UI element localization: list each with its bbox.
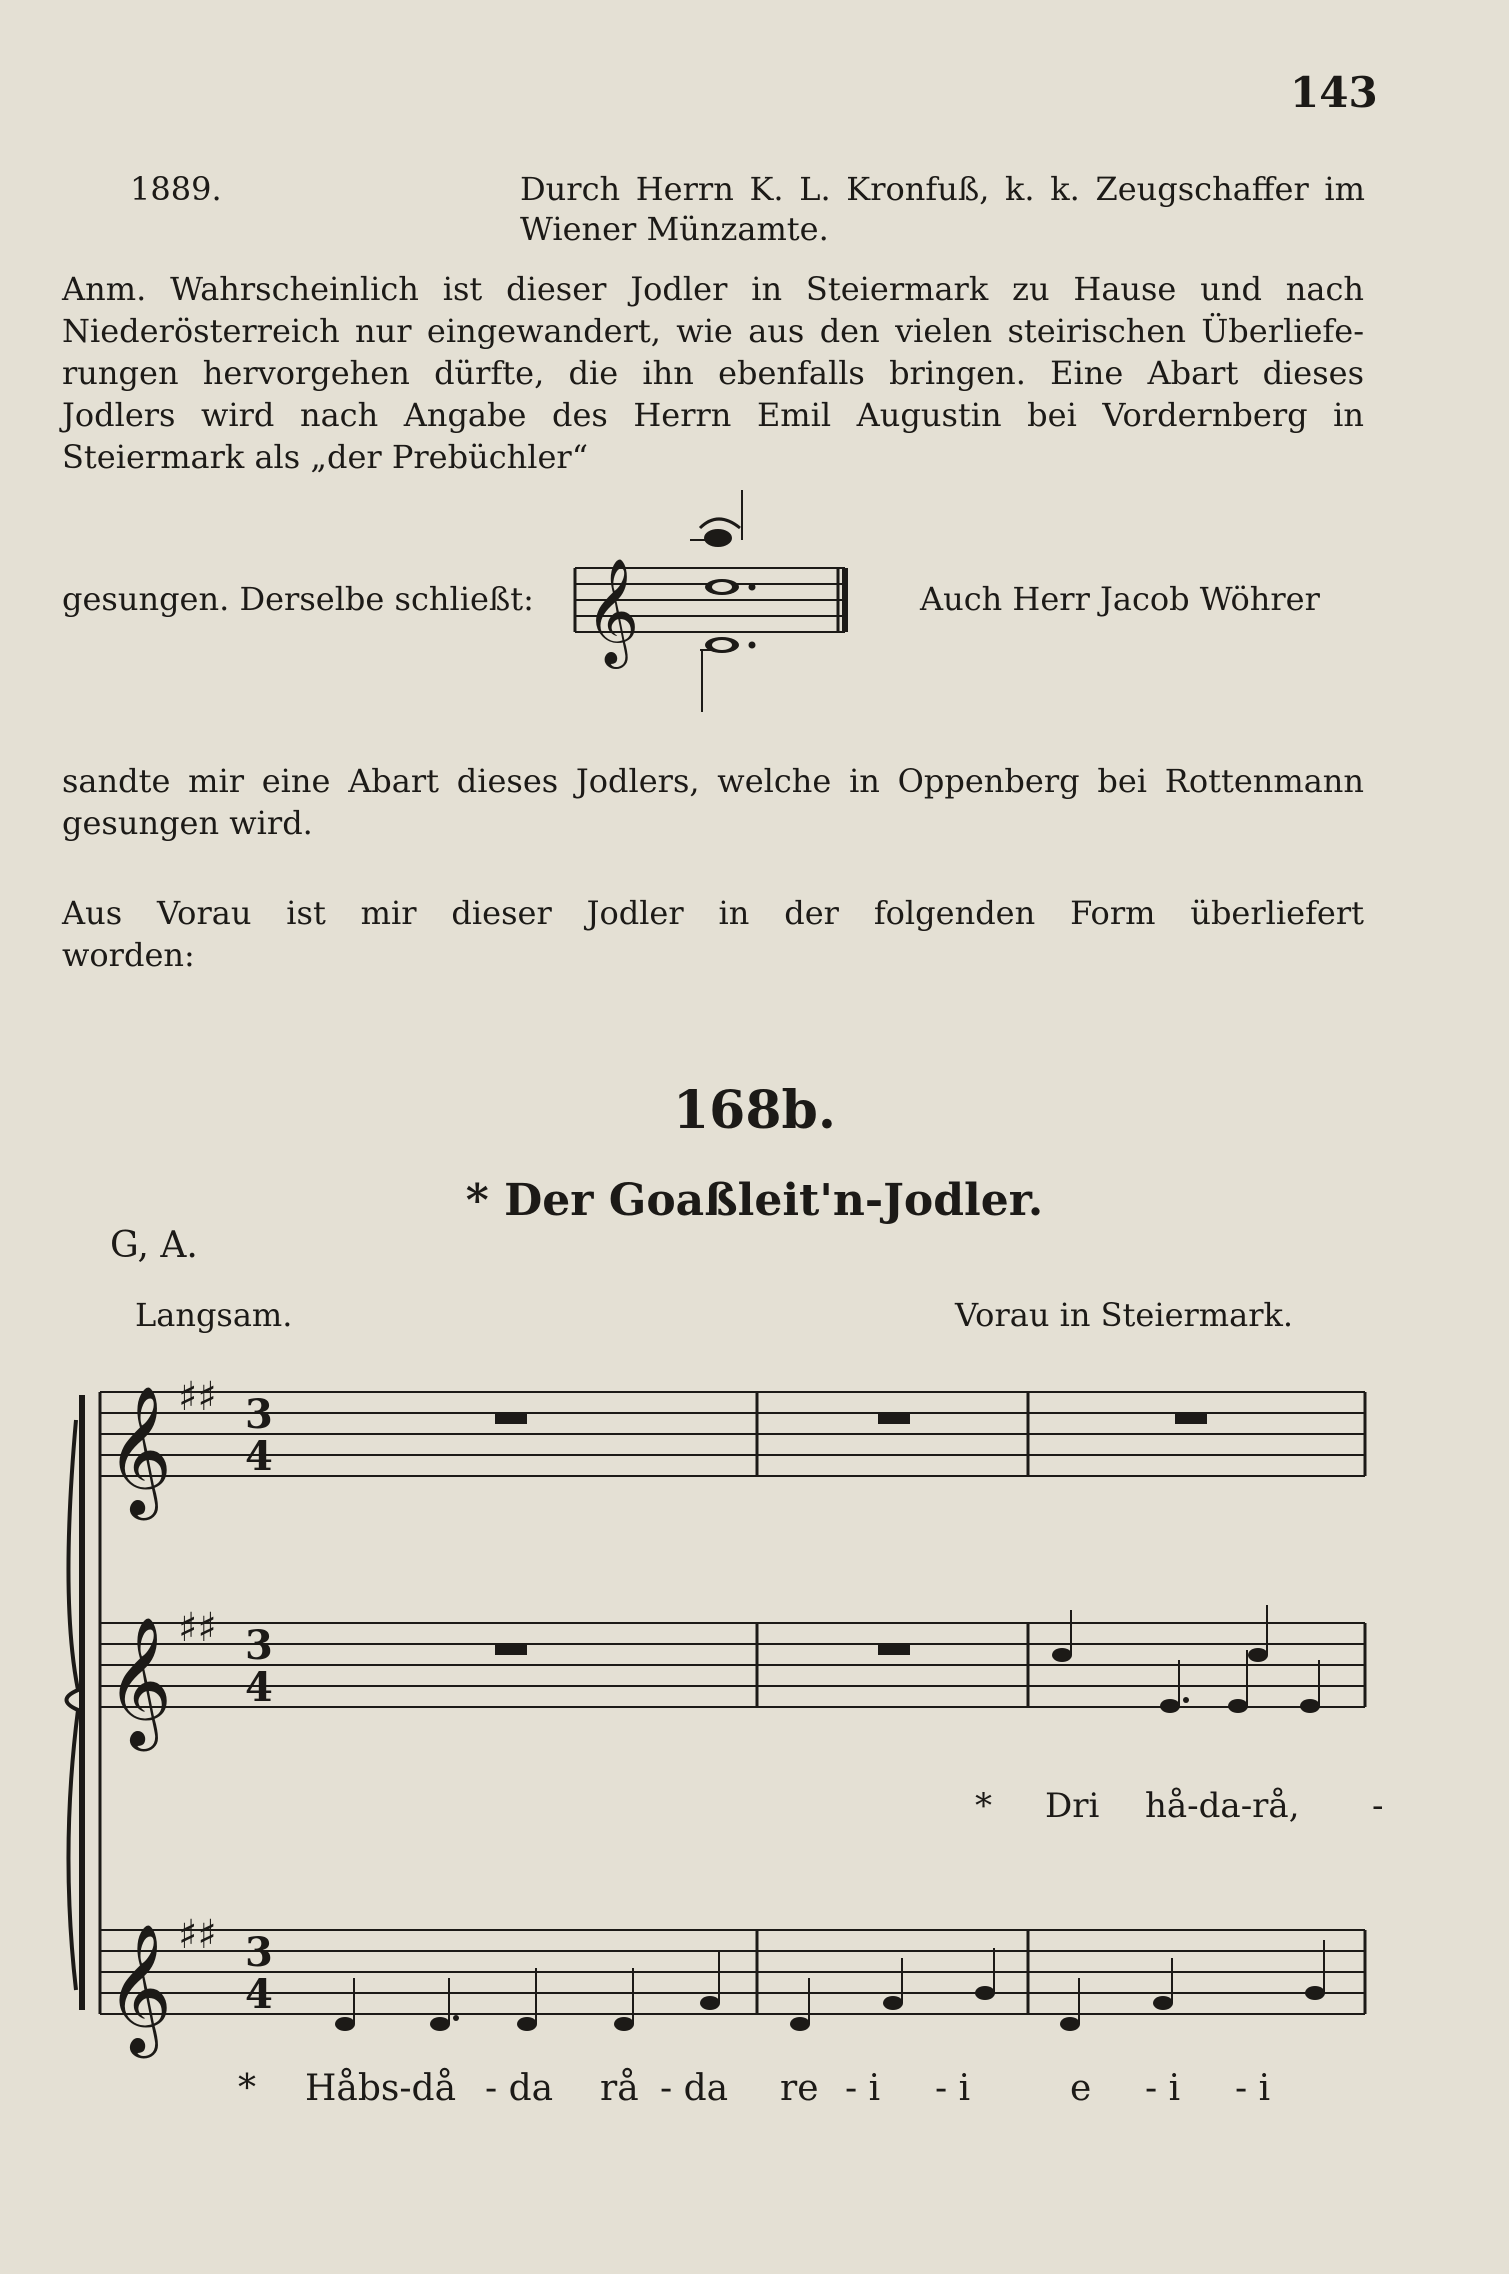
time-sig-bottom-2: 4: [245, 1664, 273, 1711]
lyric-syllable: rå: [600, 2068, 639, 2109]
lyric-syllable: - i: [935, 2068, 971, 2109]
key-signature-3: ♯♯: [178, 1912, 217, 1958]
time-sig-top-2: 3: [245, 1622, 273, 1669]
note-line-1: Anm. Wahrscheinlich ist dieser Jodler in Steiermark zu Hause und nach: [62, 270, 1364, 308]
source-line-2: Wiener Münzamte.: [520, 210, 829, 248]
note-line-3: rungen hervorgehen dürfte, die ihn ebenfalls bringen. Eine Abart dieses: [62, 354, 1364, 392]
lyric-syllable: Håbs-då: [305, 2068, 457, 2109]
tempo-marking: Langsam.: [135, 1296, 293, 1334]
lyric-syllable: - i: [845, 2068, 881, 2109]
staff-2-measure-3-notes: [1052, 1605, 1320, 1713]
song-title: * Der Goaßleit'n-Jodler.: [465, 1175, 1044, 1226]
staff-3: [100, 1930, 1365, 2014]
whole-rest: [495, 1644, 527, 1655]
note-line-4: Jodlers wird nach Angabe des Herrn Emil Augustin bei Vordernberg in: [62, 396, 1364, 434]
song-number: 168b.: [672, 1080, 836, 1141]
whole-rest: [878, 1413, 910, 1424]
collectors: G, A.: [110, 1225, 198, 1266]
key-signature-2: ♯♯: [178, 1605, 217, 1651]
staff-3-notes: [335, 1940, 1325, 2031]
note-line-2: Niederösterreich nur eingewandert, wie aus den vielen steirischen Überliefe-: [62, 312, 1364, 350]
voraus-line-1: Aus Vorau ist mir dieser Jodler in der folgenden Form überliefert: [62, 894, 1364, 932]
lyric-asterisk: *: [975, 1786, 992, 1826]
key-signature-1: ♯♯: [178, 1374, 217, 1420]
whole-rest: [495, 1413, 527, 1424]
lyric-syllable: Dri: [1045, 1786, 1100, 1826]
lyric-syllable: e: [1070, 2068, 1092, 2109]
whole-rest: [1175, 1413, 1207, 1424]
lyric-syllable: re: [780, 2068, 819, 2109]
lyric-syllable: hå-da-rå,: [1145, 1786, 1300, 1826]
time-sig-top-3: 3: [245, 1929, 273, 1976]
lyric-syllable: - da: [485, 2068, 554, 2109]
treble-clef-1: 𝄞: [106, 1385, 173, 1515]
note-after-line-1: sandte mir eine Abart dieses Jodlers, welche in Oppenberg bei Rottenmann: [62, 762, 1364, 800]
whole-rest: [878, 1644, 910, 1655]
time-sig-bottom-1: 4: [245, 1433, 273, 1480]
treble-clef-3: 𝄞: [106, 1923, 173, 2053]
time-sig-bottom-3: 4: [245, 1971, 273, 2018]
source-line-1: Durch Herrn K. L. Kronfuß, k. k. Zeugschaffer im: [520, 170, 1365, 208]
note-mid-right: Auch Herr Jacob Wöhrer: [920, 580, 1320, 618]
note-line-5: Steiermark als „der Prebüchler“: [62, 438, 589, 476]
lyric-syllable: - i: [1235, 2068, 1271, 2109]
year: 1889.: [130, 170, 222, 208]
note-after-line-2: gesungen wird.: [62, 804, 313, 842]
treble-clef-small: 𝄞: [585, 557, 640, 664]
treble-clef-2: 𝄞: [106, 1616, 173, 1746]
origin: Vorau in Steiermark.: [955, 1296, 1294, 1334]
staff-1: [100, 1392, 1365, 1476]
note-mid-left: gesungen. Derselbe schließt:: [62, 580, 534, 618]
lyric-syllable: -: [1372, 1786, 1384, 1826]
time-sig-top-1: 3: [245, 1391, 273, 1438]
lyric-asterisk: *: [238, 2068, 256, 2109]
lyric-syllable: - i: [1145, 2068, 1181, 2109]
voraus-line-2: worden:: [62, 936, 195, 974]
staff-2: [100, 1623, 1365, 1707]
page-number: 143: [1290, 68, 1378, 117]
lyric-syllable: - da: [660, 2068, 729, 2109]
